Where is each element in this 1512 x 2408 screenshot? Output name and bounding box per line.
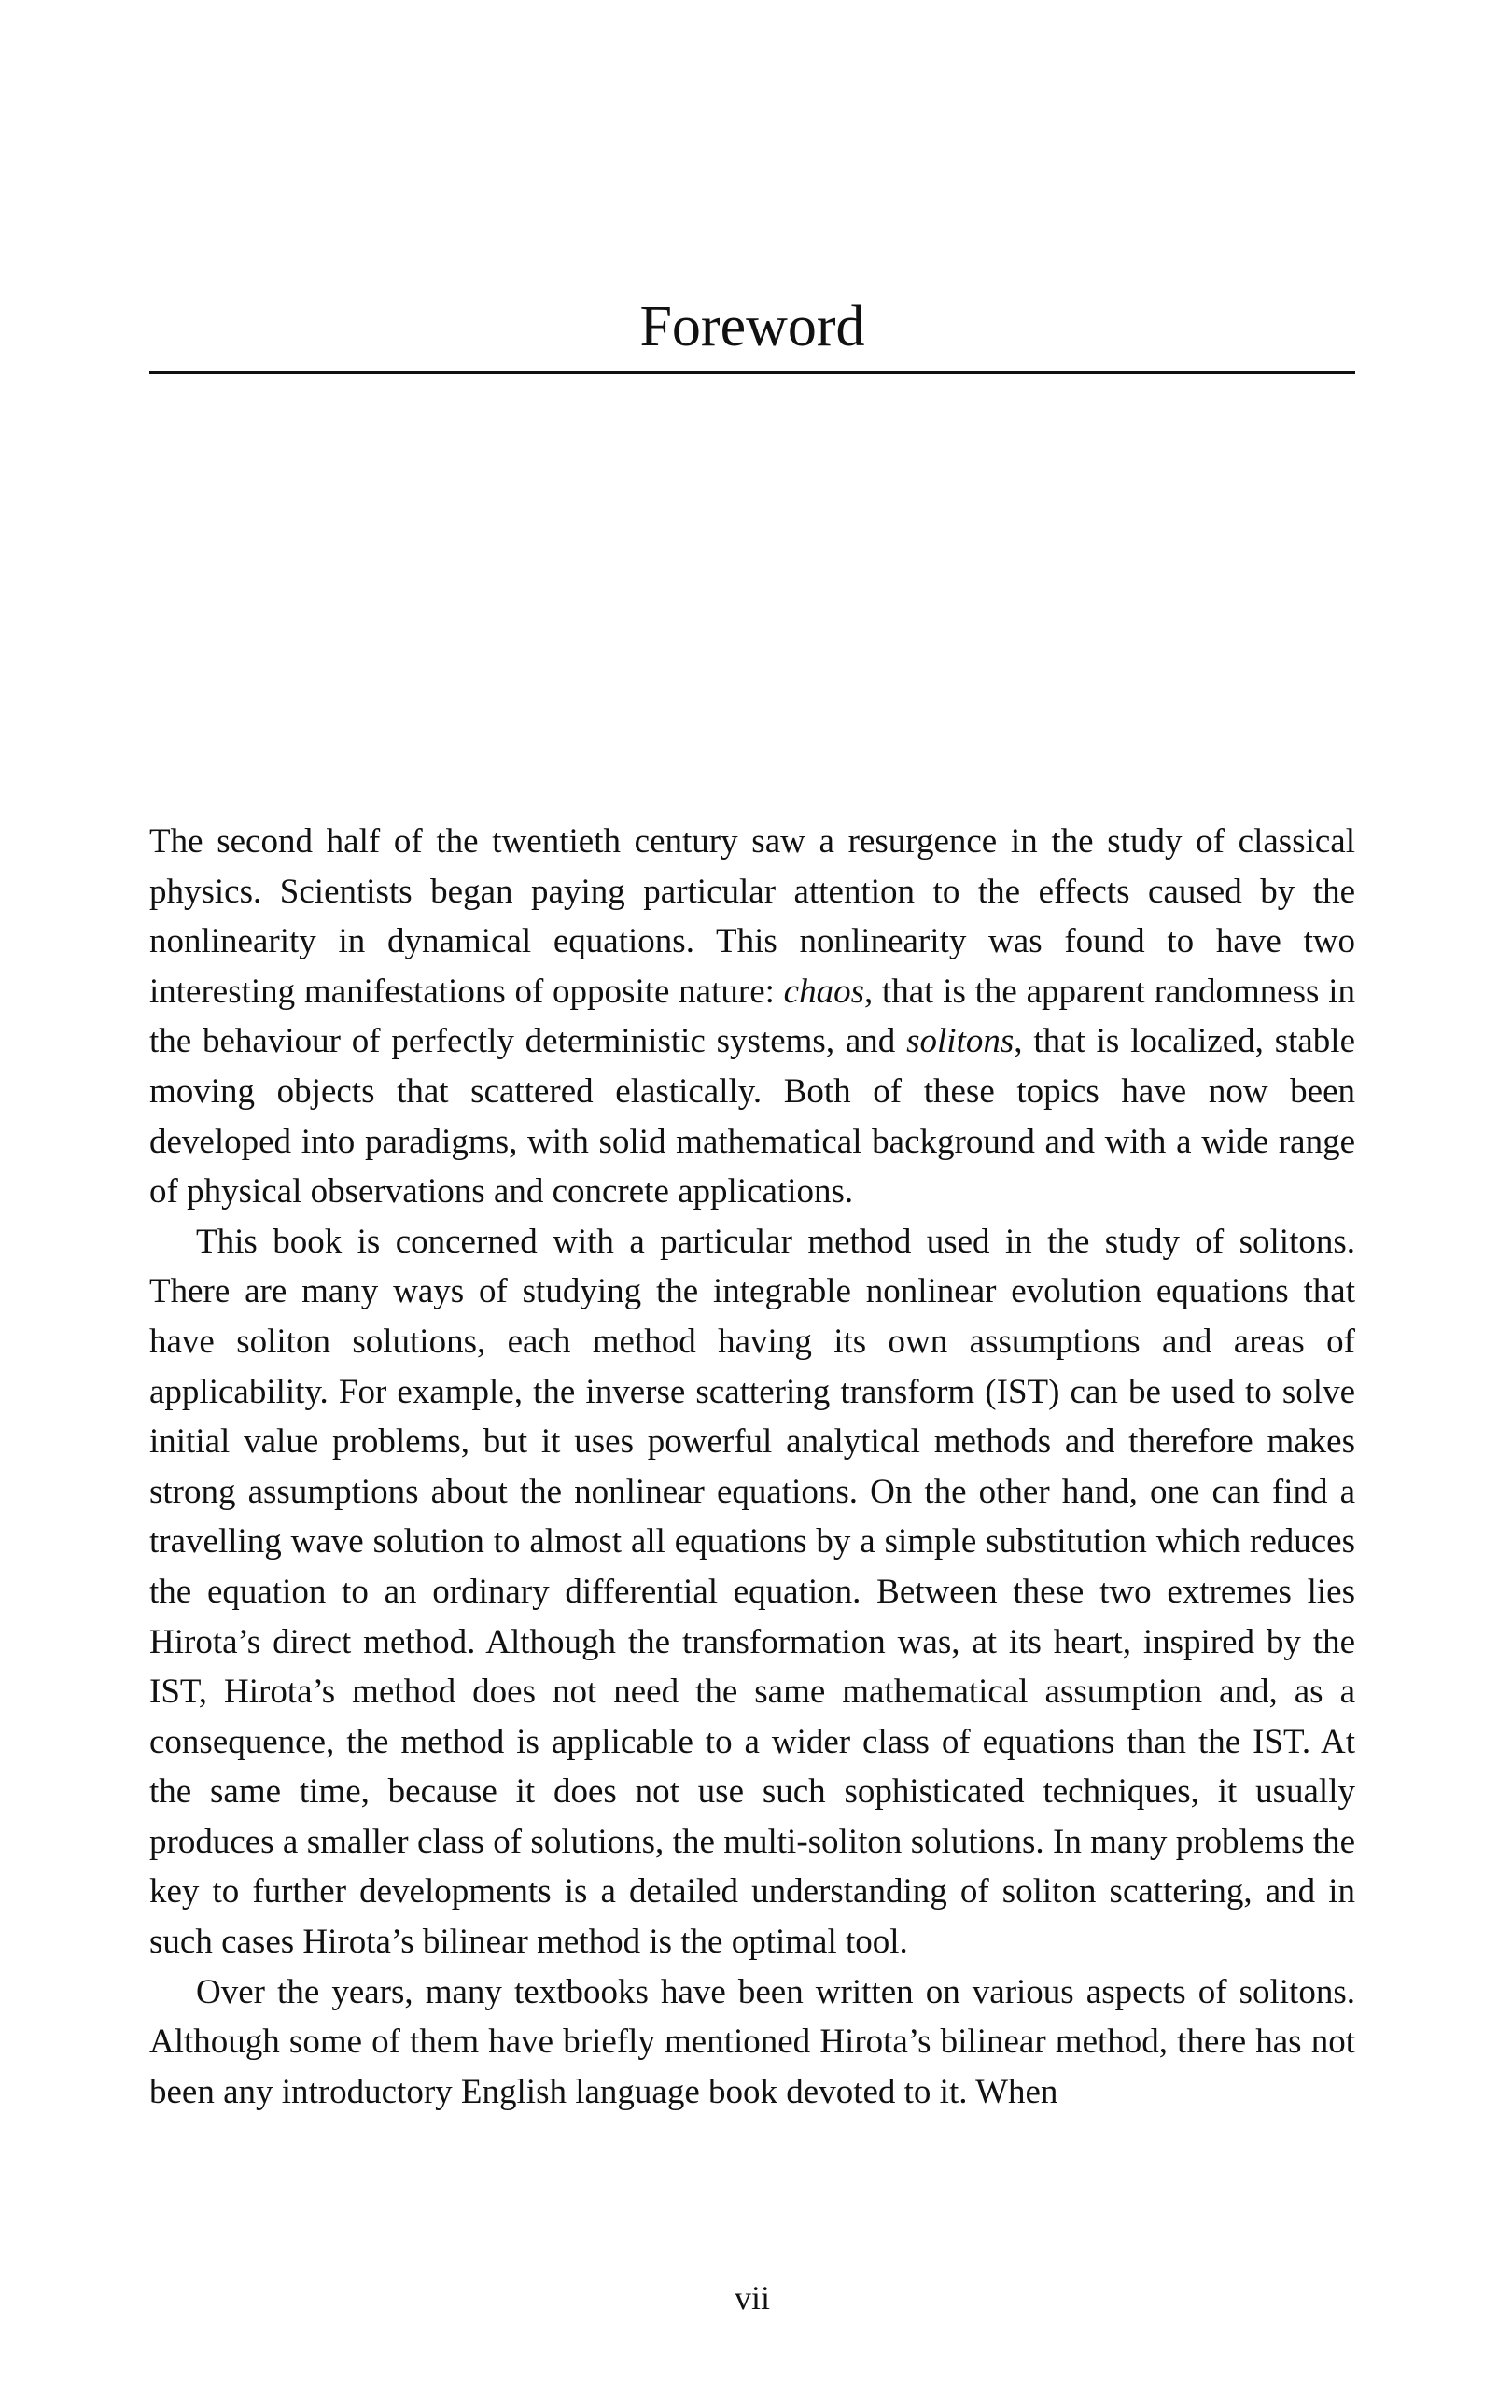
paragraph-1 xyxy=(149,817,1355,1217)
text-segment: , that is localized, stable moving objects that scattered elastically. Both of these topics have now been developed into paradigms, with solid mathematical background and with a wide range of physical observations and concrete applications. xyxy=(149,1022,1355,1211)
chapter-title: Foreword xyxy=(639,295,865,358)
paragraph-2 xyxy=(149,1217,1355,1967)
text-segment: Over the years, many textbooks have been written on various aspects of solitons. Although some of them have briefly mentioned Hirota’s bilinear method, there has not been any introductory English language book devoted to it. When xyxy=(149,1972,1355,2111)
text-segment: , that is the apparent randomness in the behaviour of perfectly deterministic systems, and xyxy=(149,972,1355,1061)
page-number: vii xyxy=(734,2279,770,2317)
body-text xyxy=(149,817,1355,2117)
title-rule xyxy=(149,371,1355,374)
term-solitons: solitons xyxy=(906,1022,1015,1061)
text-segment: This book is concerned with a particular method used in the study of solitons. There are many ways of studying the integrable nonlinear evolution equations that have soliton solutions, each method having its own assumptions and areas of applicability. For example, the inverse scattering transform (IST) can be used to solve initial value problems, but it uses powerful analytical methods and therefore makes strong assumptions about the nonlinear equations. On the other hand, one can find a travelling wave solution to almost all equations by a simple substitution which reduces the equation to an ordinary differential equation. Between these two extremes lies Hirota’s direct method. Although the transformation was, at its heart, inspired by the IST, Hirota’s method does not need the same mathematical assumption and, as a consequence, the method is applicable to a wider class of equations than the IST. At the same time, because it does not use such sophisticated techniques, it usually produces a smaller class of solutions, the multi-soliton solutions. In many problems the key to further developments is a detailed understanding of soliton scattering, and in such cases Hirota’s bilinear method is the optimal tool. xyxy=(149,1222,1355,1962)
text-segment: The second half of the twentieth century saw a resurgence in the study of classical physics. Scientists began paying particular attention to the effects caused by the nonlinearity in dynamical equations. This nonlinearity was found to have two interesting manifestations of opposite nature: xyxy=(149,822,1355,1011)
paragraph-3 xyxy=(149,1967,1355,2118)
term-chaos: chaos xyxy=(783,972,864,1011)
